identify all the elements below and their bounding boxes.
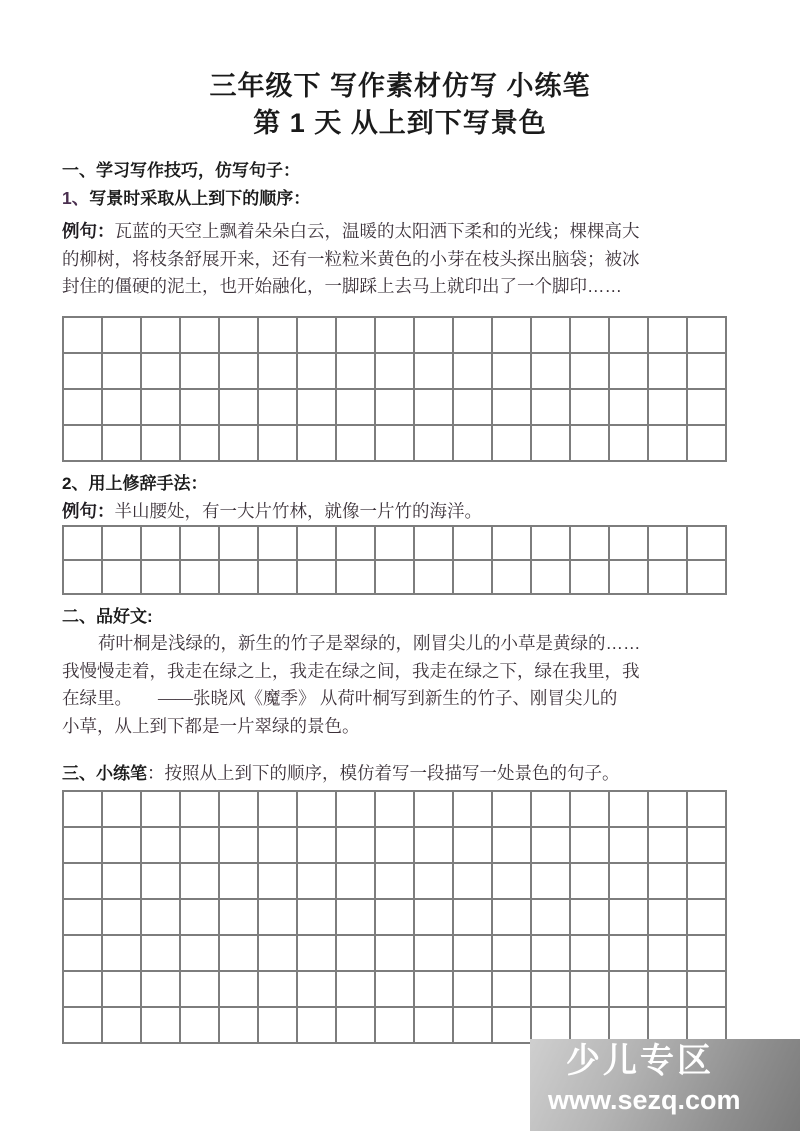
- grid-cell[interactable]: [571, 936, 610, 972]
- grid-cell[interactable]: [259, 354, 298, 390]
- grid-cell[interactable]: [454, 900, 493, 936]
- grid-cell[interactable]: [571, 527, 610, 561]
- grid-cell[interactable]: [493, 561, 532, 595]
- grid-cell[interactable]: [259, 426, 298, 462]
- grid-cell[interactable]: [376, 318, 415, 354]
- grid-cell[interactable]: [220, 527, 259, 561]
- grid-cell[interactable]: [103, 561, 142, 595]
- grid-cell[interactable]: [220, 426, 259, 462]
- grid-cell[interactable]: [415, 900, 454, 936]
- grid-cell[interactable]: [610, 828, 649, 864]
- grid-cell[interactable]: [454, 354, 493, 390]
- grid-cell[interactable]: [571, 390, 610, 426]
- grid-cell[interactable]: [220, 900, 259, 936]
- grid-cell[interactable]: [454, 390, 493, 426]
- example-2-label: 例句：: [62, 501, 115, 521]
- grid-cell[interactable]: [415, 390, 454, 426]
- grid-cell[interactable]: [220, 561, 259, 595]
- grid-cell[interactable]: [181, 527, 220, 561]
- grid-cell[interactable]: [688, 390, 727, 426]
- grid-cell[interactable]: [103, 972, 142, 1008]
- grid-cell[interactable]: [493, 318, 532, 354]
- grid-cell[interactable]: [610, 900, 649, 936]
- grid-cell[interactable]: [259, 561, 298, 595]
- watermark-brand: 少儿专区: [566, 1042, 714, 1080]
- grid-cell[interactable]: [337, 1008, 376, 1044]
- grid-cell[interactable]: [688, 354, 727, 390]
- section-three-heading: [62, 760, 742, 787]
- grid-cell[interactable]: [454, 318, 493, 354]
- grid-cell[interactable]: [493, 972, 532, 1008]
- grid-cell[interactable]: [298, 864, 337, 900]
- grid-cell[interactable]: [298, 561, 337, 595]
- section-two-text-1: 荷叶桐是浅绿的，新生的竹子是翠绿的，刚冒尖儿的小草是黄绿的……: [98, 633, 641, 653]
- grid-cell[interactable]: [220, 792, 259, 828]
- grid-cell[interactable]: [649, 561, 688, 595]
- item2-heading-text: 用上修辞手法：: [88, 474, 208, 493]
- grid-cell[interactable]: [415, 792, 454, 828]
- item1-heading-text: 写景时采取从上到下的顺序：: [89, 189, 311, 208]
- section-two-line-4: 小草，从上到下都是一片翠绿的景色。: [62, 715, 360, 736]
- grid-cell[interactable]: [64, 318, 103, 354]
- grid-cell[interactable]: [376, 936, 415, 972]
- grid-cell[interactable]: [142, 864, 181, 900]
- grid-cell[interactable]: [64, 936, 103, 972]
- grid-cell[interactable]: [337, 426, 376, 462]
- section-two-line-1: [62, 630, 744, 658]
- grid-cell[interactable]: [610, 936, 649, 972]
- grid-cell[interactable]: [415, 354, 454, 390]
- grid-cell[interactable]: [376, 864, 415, 900]
- grid-cell[interactable]: [454, 936, 493, 972]
- grid-cell[interactable]: [103, 900, 142, 936]
- grid-cell[interactable]: [571, 318, 610, 354]
- grid-cell[interactable]: [454, 792, 493, 828]
- title-line-2: 第 1 天 从上到下写景色: [253, 108, 547, 138]
- grid-cell[interactable]: [298, 972, 337, 1008]
- section-one-item1-heading: [62, 185, 742, 212]
- grid-cell[interactable]: [337, 561, 376, 595]
- grid-cell[interactable]: [376, 561, 415, 595]
- grid-cell[interactable]: [493, 828, 532, 864]
- grid-cell[interactable]: [103, 390, 142, 426]
- grid-cell[interactable]: [688, 318, 727, 354]
- example-1-text-1: 瓦蓝的天空上飘着朵朵白云，温暖的太阳洒下柔和的光线；棵棵高大: [114, 221, 640, 241]
- grid-cell[interactable]: [337, 972, 376, 1008]
- example-2-text: 半山腰处，有一大片竹林，就像一片竹的海洋。: [114, 501, 482, 521]
- grid-cell[interactable]: [610, 354, 649, 390]
- example-1-line-3: 封住的僵硬的泥土，也开始融化，一脚踩上去马上就印出了一个脚印……: [62, 276, 622, 296]
- grid-cell[interactable]: [337, 527, 376, 561]
- grid-cell[interactable]: [103, 828, 142, 864]
- grid-cell[interactable]: [493, 390, 532, 426]
- grid-cell[interactable]: [181, 936, 220, 972]
- grid-cell[interactable]: [376, 900, 415, 936]
- grid-cell[interactable]: [142, 972, 181, 1008]
- grid-cell[interactable]: [688, 792, 727, 828]
- grid-cell[interactable]: [454, 561, 493, 595]
- grid-cell[interactable]: [532, 972, 571, 1008]
- grid-cell[interactable]: [610, 527, 649, 561]
- grid-cell[interactable]: [142, 792, 181, 828]
- example-1-line-2: 的柳树，将枝条舒展开来，还有一粒粒米黄色的小芽在枝头探出脑袋；被冰: [62, 248, 640, 269]
- grid-cell[interactable]: [103, 426, 142, 462]
- grid-cell[interactable]: [688, 972, 727, 1008]
- grid-cell[interactable]: [532, 390, 571, 426]
- grid-cell[interactable]: [688, 828, 727, 864]
- grid-cell[interactable]: [649, 527, 688, 561]
- grid-cell[interactable]: [103, 1008, 142, 1044]
- grid-cell[interactable]: [181, 864, 220, 900]
- grid-cell[interactable]: [649, 864, 688, 900]
- grid-cell[interactable]: [532, 864, 571, 900]
- grid-cell[interactable]: [337, 390, 376, 426]
- page-title: [0, 68, 800, 142]
- grid-cell[interactable]: [259, 527, 298, 561]
- grid-cell[interactable]: [181, 1008, 220, 1044]
- section-three-heading-label: 三、小练笔: [62, 764, 147, 783]
- grid-cell[interactable]: [649, 426, 688, 462]
- grid-cell[interactable]: [259, 900, 298, 936]
- grid-cell[interactable]: [415, 1008, 454, 1044]
- grid-cell[interactable]: [571, 900, 610, 936]
- section-two-line-3: [62, 685, 744, 713]
- grid-cell[interactable]: [376, 390, 415, 426]
- grid-cell[interactable]: [142, 828, 181, 864]
- grid-cell[interactable]: [259, 1008, 298, 1044]
- grid-cell[interactable]: [571, 354, 610, 390]
- grid-cell[interactable]: [142, 426, 181, 462]
- grid-cell[interactable]: [337, 864, 376, 900]
- grid-cell[interactable]: [688, 561, 727, 595]
- grid-cell[interactable]: [298, 828, 337, 864]
- grid-cell[interactable]: [532, 900, 571, 936]
- example-1-line-1: [62, 218, 744, 246]
- grid-cell[interactable]: [298, 900, 337, 936]
- grid-cell[interactable]: [220, 864, 259, 900]
- grid-cell[interactable]: [649, 900, 688, 936]
- grid-cell[interactable]: [259, 828, 298, 864]
- grid-cell[interactable]: [649, 936, 688, 972]
- grid-cell[interactable]: [571, 426, 610, 462]
- grid-cell[interactable]: [259, 936, 298, 972]
- grid-cell[interactable]: [142, 318, 181, 354]
- grid-cell[interactable]: [415, 864, 454, 900]
- grid-cell[interactable]: [142, 936, 181, 972]
- grid-cell[interactable]: [571, 561, 610, 595]
- grid-cell[interactable]: [181, 828, 220, 864]
- grid-cell[interactable]: [64, 792, 103, 828]
- grid-cell[interactable]: [220, 390, 259, 426]
- grid-cell[interactable]: [259, 318, 298, 354]
- grid-cell[interactable]: [298, 1008, 337, 1044]
- grid-cell[interactable]: [220, 318, 259, 354]
- grid-cell[interactable]: [610, 864, 649, 900]
- item1-number: 1、: [62, 188, 90, 208]
- grid-cell[interactable]: [64, 864, 103, 900]
- grid-cell[interactable]: [415, 972, 454, 1008]
- grid-cell[interactable]: [103, 792, 142, 828]
- grid-cell[interactable]: [64, 828, 103, 864]
- grid-cell[interactable]: [610, 318, 649, 354]
- grid-cell[interactable]: [64, 900, 103, 936]
- grid-cell[interactable]: [64, 426, 103, 462]
- writing-grid-3[interactable]: [62, 790, 727, 1044]
- section-two-line-2: 我慢慢走着，我走在绿之上，我走在绿之间，我走在绿之下，绿在我里，我: [62, 660, 640, 681]
- grid-cell[interactable]: [376, 426, 415, 462]
- grid-cell[interactable]: [415, 426, 454, 462]
- grid-cell[interactable]: [181, 972, 220, 1008]
- grid-cell[interactable]: [454, 1008, 493, 1044]
- grid-cell[interactable]: [610, 972, 649, 1008]
- grid-cell[interactable]: [181, 900, 220, 936]
- grid-cell[interactable]: [532, 936, 571, 972]
- grid-cell[interactable]: [220, 828, 259, 864]
- grid-cell[interactable]: [571, 864, 610, 900]
- writing-grid-1[interactable]: [62, 316, 727, 462]
- grid-cell[interactable]: [532, 527, 571, 561]
- grid-cell[interactable]: [64, 527, 103, 561]
- grid-cell[interactable]: [337, 828, 376, 864]
- grid-cell[interactable]: [337, 936, 376, 972]
- grid-cell[interactable]: [142, 1008, 181, 1044]
- grid-cell[interactable]: [610, 792, 649, 828]
- grid-cell[interactable]: [142, 390, 181, 426]
- grid-cell[interactable]: [493, 864, 532, 900]
- grid-cell[interactable]: [688, 900, 727, 936]
- grid-cell[interactable]: [220, 1008, 259, 1044]
- grid-cell[interactable]: [337, 792, 376, 828]
- grid-cell[interactable]: [415, 527, 454, 561]
- writing-grid-2[interactable]: [62, 525, 727, 595]
- grid-cell[interactable]: [220, 972, 259, 1008]
- grid-cell[interactable]: [64, 972, 103, 1008]
- grid-cell[interactable]: [64, 561, 103, 595]
- example-paragraph-1: [62, 218, 744, 301]
- grid-cell[interactable]: [181, 561, 220, 595]
- section-two-heading: 二、品好文:: [62, 607, 153, 626]
- grid-cell[interactable]: [532, 561, 571, 595]
- grid-cell[interactable]: [532, 354, 571, 390]
- section-two-text-3a: 在绿里。: [62, 688, 132, 708]
- grid-cell[interactable]: [64, 390, 103, 426]
- grid-cell[interactable]: [493, 792, 532, 828]
- grid-cell[interactable]: [649, 972, 688, 1008]
- grid-cell[interactable]: [220, 354, 259, 390]
- grid-cell[interactable]: [298, 527, 337, 561]
- grid-cell[interactable]: [649, 318, 688, 354]
- grid-cell[interactable]: [532, 318, 571, 354]
- grid-cell[interactable]: [259, 390, 298, 426]
- grid-cell[interactable]: [376, 792, 415, 828]
- grid-cell[interactable]: [610, 390, 649, 426]
- grid-cell[interactable]: [298, 318, 337, 354]
- grid-cell[interactable]: [493, 527, 532, 561]
- grid-cell[interactable]: [649, 828, 688, 864]
- grid-cell[interactable]: [688, 426, 727, 462]
- grid-cell[interactable]: [181, 318, 220, 354]
- title-line-1: 三年级下 写作素材仿写 小练笔: [209, 71, 591, 101]
- grid-cell[interactable]: [337, 900, 376, 936]
- section-one-heading: 一、学习写作技巧，仿写句子：: [62, 161, 300, 180]
- grid-cell[interactable]: [493, 1008, 532, 1044]
- grid-cell[interactable]: [454, 426, 493, 462]
- grid-cell[interactable]: [688, 936, 727, 972]
- grid-cell[interactable]: [142, 900, 181, 936]
- section-three-prompt: ：按照从上到下的顺序，模仿着写一段描写一处景色的句子。: [147, 763, 620, 783]
- grid-cell[interactable]: [259, 972, 298, 1008]
- grid-cell[interactable]: [571, 972, 610, 1008]
- grid-cell[interactable]: [337, 318, 376, 354]
- grid-cell[interactable]: [415, 828, 454, 864]
- section-two-attribution: ——张晓风《魔季》 从荷叶桐写到新生的竹子、刚冒尖儿的: [158, 688, 618, 708]
- grid-cell[interactable]: [142, 561, 181, 595]
- grid-cell[interactable]: [649, 354, 688, 390]
- grid-cell[interactable]: [376, 972, 415, 1008]
- grid-cell[interactable]: [376, 828, 415, 864]
- site-watermark: [530, 1039, 800, 1131]
- example-label: 例句：: [62, 221, 115, 241]
- grid-cell[interactable]: [181, 390, 220, 426]
- grid-cell[interactable]: [103, 527, 142, 561]
- grid-cell[interactable]: [376, 354, 415, 390]
- grid-cell[interactable]: [454, 828, 493, 864]
- grid-cell[interactable]: [259, 792, 298, 828]
- grid-cell[interactable]: [103, 864, 142, 900]
- grid-cell[interactable]: [298, 390, 337, 426]
- grid-cell[interactable]: [532, 426, 571, 462]
- grid-cell[interactable]: [493, 354, 532, 390]
- grid-cell[interactable]: [181, 792, 220, 828]
- grid-cell[interactable]: [532, 828, 571, 864]
- grid-cell[interactable]: [298, 426, 337, 462]
- grid-cell[interactable]: [64, 1008, 103, 1044]
- grid-cell[interactable]: [142, 354, 181, 390]
- section-two-body: [62, 630, 744, 740]
- section-one-item2-heading: [62, 470, 742, 497]
- grid-cell[interactable]: [493, 426, 532, 462]
- grid-cell[interactable]: [688, 527, 727, 561]
- grid-cell[interactable]: [103, 318, 142, 354]
- grid-cell[interactable]: [649, 792, 688, 828]
- grid-cell[interactable]: [298, 936, 337, 972]
- grid-cell[interactable]: [376, 527, 415, 561]
- grid-cell[interactable]: [142, 527, 181, 561]
- grid-cell[interactable]: [415, 561, 454, 595]
- grid-cell[interactable]: [415, 936, 454, 972]
- grid-cell[interactable]: [493, 936, 532, 972]
- grid-cell[interactable]: [259, 864, 298, 900]
- grid-cell[interactable]: [571, 828, 610, 864]
- grid-cell[interactable]: [64, 354, 103, 390]
- example-paragraph-2: [62, 498, 742, 524]
- grid-cell[interactable]: [298, 792, 337, 828]
- grid-cell[interactable]: [220, 936, 259, 972]
- grid-cell[interactable]: [454, 972, 493, 1008]
- grid-cell[interactable]: [415, 318, 454, 354]
- grid-cell[interactable]: [649, 390, 688, 426]
- grid-cell[interactable]: [337, 354, 376, 390]
- grid-cell[interactable]: [181, 426, 220, 462]
- grid-cell[interactable]: [298, 354, 337, 390]
- grid-cell[interactable]: [103, 936, 142, 972]
- grid-cell[interactable]: [493, 900, 532, 936]
- grid-cell[interactable]: [376, 1008, 415, 1044]
- item2-number: 2、: [62, 474, 89, 493]
- grid-cell[interactable]: [103, 354, 142, 390]
- grid-cell[interactable]: [454, 864, 493, 900]
- grid-cell[interactable]: [610, 426, 649, 462]
- watermark-url: www.sezq.com: [548, 1085, 741, 1115]
- grid-cell[interactable]: [532, 792, 571, 828]
- grid-cell[interactable]: [571, 792, 610, 828]
- grid-cell[interactable]: [181, 354, 220, 390]
- grid-cell[interactable]: [454, 527, 493, 561]
- grid-cell[interactable]: [688, 864, 727, 900]
- grid-cell[interactable]: [610, 561, 649, 595]
